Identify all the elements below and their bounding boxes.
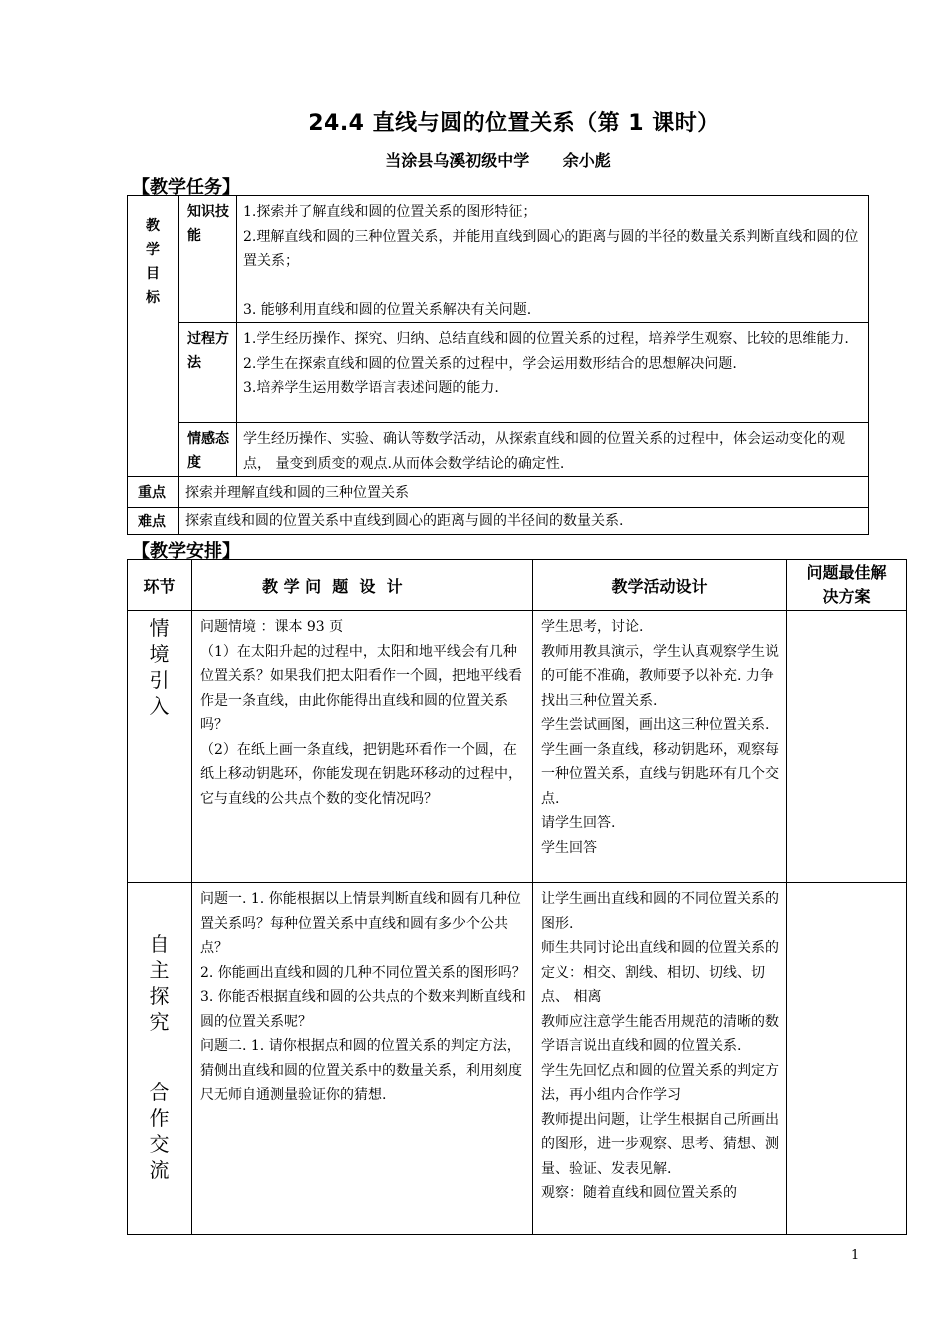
knowledge-content (237, 196, 869, 323)
design-item: 问题情境 ：课本 93 页 (200, 619, 344, 635)
intro-activity (533, 611, 787, 883)
design-item: （1）在太阳升起的过程中，太阳和地平线会有几种位置关系？如果我们把太阳看作一个圆，把地平线看作是一条直线，由此你能得出直线和圆的位置关系吗？ (200, 643, 522, 733)
activity-item: 学生画一条直线，移动钥匙环，观察每一种位置关系，直线与钥匙环有几个交点. (541, 741, 779, 807)
header-stage: 环节 (128, 560, 192, 611)
explore-design (192, 883, 533, 1235)
activity-item: 学生思考，讨论. (541, 619, 644, 635)
key-point-label: 重点 (128, 477, 179, 508)
design-item: 问题一. 1. 你能根据以上情景判断直线和圆有几种位置关系吗？每种位置关系中直线和圆有多少个公共点？ (200, 891, 521, 956)
explore-solution (787, 883, 907, 1235)
activity-item: 教师用教具演示，学生认真观察学生说的可能不准确，教师要予以补充. 力争找出三种位置关系. (541, 643, 779, 709)
objectives-label: 教学目标 (128, 196, 179, 477)
explore-activity (533, 883, 787, 1235)
activity-item: 让学生画出直线和圆的不同位置关系的图形. (541, 891, 779, 932)
design-item: 3. 你能否根据直线和圆的公共点的个数来判断直线和圆的位置关系呢？ (200, 989, 526, 1030)
process-item: 3.培养学生运用数学语言表述问题的能力. (243, 380, 499, 396)
stage-intro: 情境引入 (128, 611, 192, 883)
key-point-text: 探索并理解直线和圆的三种位置关系 (179, 477, 869, 508)
activity-item: 学生先回忆点和圆的位置关系的判定方法，再小组内合作学习 (541, 1062, 779, 1103)
activity-item: 学生尝试画图，画出这三种位置关系. (541, 717, 770, 733)
knowledge-item: 1.探索并了解直线和圆的位置关系的图形特征； (243, 204, 537, 220)
process-label: 过程方法 (179, 323, 237, 423)
design-item: （2）在纸上画一条直线，把钥匙环看作一个圆，在纸上移动钥匙环，你能发现在钥匙环移动的过程中，它与直线的公共点个数的变化情况吗？ (200, 741, 522, 807)
process-item: 1.学生经历操作、探究、归纳、总结直线和圆的位置关系的过程，培养学生观察、比较的思维能力. (243, 331, 849, 347)
difficulty-text: 探索直线和圆的位置关系中直线到圆心的距离与圆的半径间的数量关系. (179, 508, 869, 535)
intro-design (192, 611, 533, 883)
design-item: 2. 你能画出直线和圆的几种不同位置关系的图形吗？ (200, 964, 526, 981)
document-title: 24.4 直线与圆的位置关系（第 1 课时） (308, 111, 720, 136)
author-line: 当涂县乌溪初级中学 余小彪 (385, 151, 611, 170)
attitude-content (237, 423, 869, 477)
header-activity: 教学活动设计 (533, 560, 787, 611)
section-heading-tasks: 【教学任务】 (132, 177, 240, 198)
teaching-plan-table (127, 559, 907, 1235)
page-number: 1 (851, 1248, 860, 1263)
activity-item: 教师提出问题，让学生根据自己所画出的图形，进一步观察、思考、猜想、测量、验证、发表见解. (541, 1111, 779, 1177)
knowledge-label: 知识技能 (179, 196, 237, 323)
stage-explore: 自主探究 合作交流 (128, 883, 192, 1235)
header-solution: 问题最佳解决方案 (787, 560, 907, 611)
section-heading-plan: 【教学安排】 (132, 541, 240, 562)
attitude-item: 学生经历操作、实验、确认等数学活动，从探索直线和圆的位置关系的过程中，体会运动变化的观点， 量变到质变的观点.从而体会数学结论的确定性. (243, 431, 845, 472)
difficulty-label: 难点 (128, 508, 179, 535)
activity-item: 学生回答 (541, 839, 597, 856)
intro-solution (787, 611, 907, 883)
activity-item: 教师应注意学生能否用规范的清晰的数学语言说出直线和圆的位置关系. (541, 1013, 779, 1054)
design-item: 问题二. 1. 请你根据点和圆的位置关系的判定方法，猜侧出直线和圆的位置关系中的数量关系，利用刻度尺无师自通测量验证你的猜想. (200, 1038, 522, 1103)
teaching-task-table (127, 195, 869, 535)
header-design: 教 学 问 题 设 计 (192, 560, 533, 611)
activity-item: 观察：随着直线和圆位置关系的 (541, 1185, 737, 1201)
activity-item: 请学生回答. (541, 815, 616, 831)
knowledge-item: 3. 能够利用直线和圆的位置关系解决有关问题. (243, 301, 532, 318)
process-item: 2.学生在探索直线和圆的位置关系的过程中，学会运用数形结合的思想解决问题. (243, 355, 737, 372)
process-content (237, 323, 869, 423)
knowledge-item: 2.理解直线和圆的三种位置关系，并能用直线到圆心的距离与圆的半径的数量关系判断直线和圆的位置关系； (243, 228, 859, 269)
activity-item: 师生共同讨论出直线和圆的位置关系的定义：相交、割线、相切、切线、切点、 相离 (541, 940, 779, 1005)
attitude-label: 情感态度 (179, 423, 237, 477)
